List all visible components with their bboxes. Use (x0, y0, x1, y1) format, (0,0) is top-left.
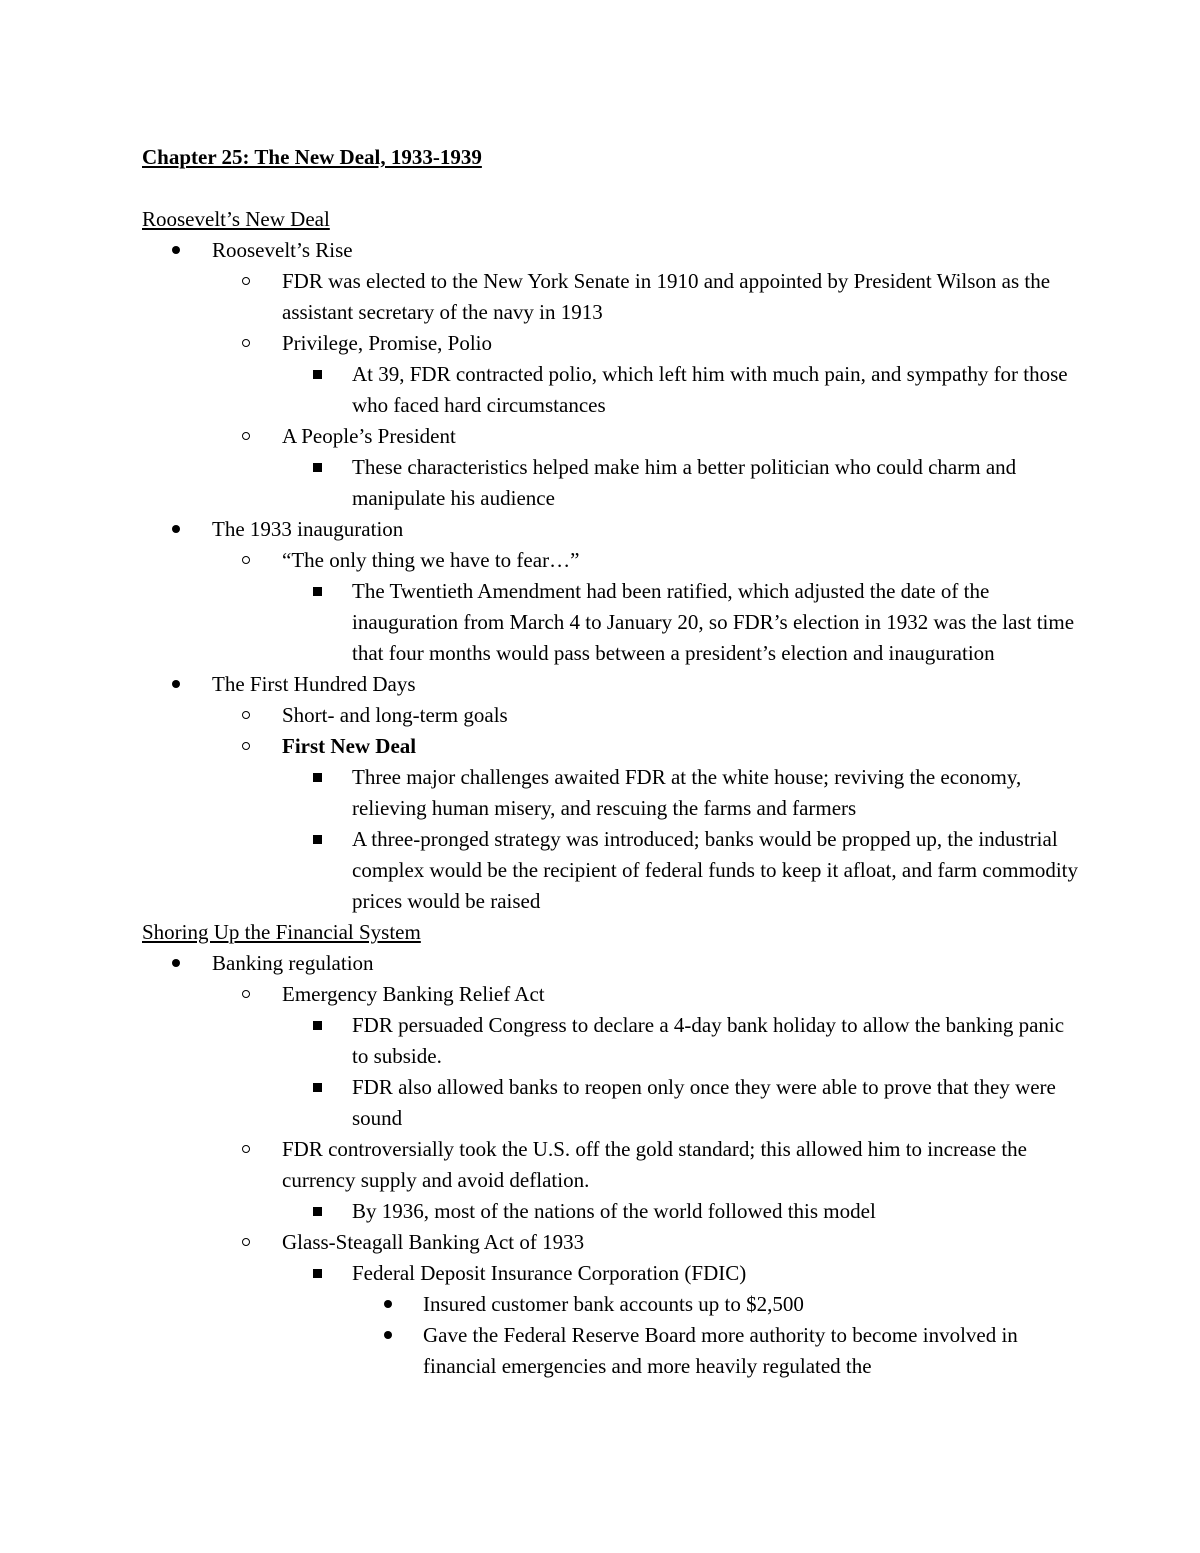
list-item (142, 359, 1082, 421)
blank-line (142, 173, 1082, 204)
bullet-disc-icon (378, 1289, 398, 1320)
document-body (142, 142, 1082, 1382)
list-item (142, 1289, 1082, 1320)
list-item-text: A People’s President (282, 424, 456, 448)
list-item (142, 452, 1082, 514)
bullet-circle-icon (236, 266, 256, 297)
list-item (142, 266, 1082, 328)
list-item-text: Emergency Banking Relief Act (282, 982, 545, 1006)
bullet-square-icon (307, 359, 327, 390)
list-item (142, 948, 1082, 979)
list-item-text: Short- and long-term goals (282, 703, 508, 727)
list-item (142, 235, 1082, 266)
bullet-circle-icon (236, 979, 256, 1010)
list-item (142, 979, 1082, 1010)
list-item-text: FDR was elected to the New York Senate in 1910 and appointed by President Wilson as the assistant secretary of the navy in 1913 (282, 269, 1051, 324)
bullet-square-icon (307, 1072, 327, 1103)
list-item (142, 700, 1082, 731)
chapter-title: Chapter 25: The New Deal, 1933-1939 (142, 145, 482, 169)
bullet-square-icon (307, 824, 327, 855)
bullet-square-icon (307, 1010, 327, 1041)
list-item (142, 1134, 1082, 1196)
list-item (142, 669, 1082, 700)
list-item-text: Insured customer bank accounts up to $2,500 (423, 1292, 804, 1316)
bullet-disc-icon (166, 948, 186, 979)
list-item-text: Privilege, Promise, Polio (282, 331, 492, 355)
bullet-circle-icon (236, 328, 256, 359)
section-heading: Roosevelt’s New Deal (142, 207, 330, 231)
list-item (142, 1010, 1082, 1072)
bullet-disc-icon (166, 669, 186, 700)
list-item-text: The 1933 inauguration (212, 517, 404, 541)
list-item-text: The First Hundred Days (212, 672, 416, 696)
list-item-text: These characteristics helped make him a better politician who could charm and manipulate his audience (352, 455, 1017, 510)
list-item-text: First New Deal (282, 734, 417, 758)
list-item-text: Banking regulation (212, 951, 374, 975)
bullet-square-icon (307, 1196, 327, 1227)
list-item (142, 824, 1082, 917)
bullet-circle-icon (236, 1227, 256, 1258)
bullet-square-icon (307, 576, 327, 607)
list-item (142, 1072, 1082, 1134)
list-item-text: The Twentieth Amendment had been ratified, which adjusted the date of the inauguration from March 4 to January 20, so FDR’s election in 1932 was the last time that four months would pass between a president’s election and inauguration (352, 579, 1075, 665)
list-item (142, 762, 1082, 824)
list-item-text: Glass-Steagall Banking Act of 1933 (282, 1230, 585, 1254)
bullet-square-icon (307, 1258, 327, 1289)
list-item (142, 1320, 1082, 1382)
list-item (142, 731, 1082, 762)
bullet-square-icon (307, 762, 327, 793)
list-item-text: FDR also allowed banks to reopen only once they were able to prove that they were sound (352, 1075, 1056, 1130)
list-item (142, 1196, 1082, 1227)
bullet-disc-icon (166, 235, 186, 266)
bullet-disc-icon (378, 1320, 398, 1351)
bullet-disc-icon (166, 514, 186, 545)
list-item-text: “The only thing we have to fear…” (282, 548, 580, 572)
list-item-text: Three major challenges awaited FDR at the white house; reviving the economy, relieving human misery, and rescuing the farms and farmers (352, 765, 1022, 820)
list-item (142, 1227, 1082, 1258)
list-item (142, 328, 1082, 359)
list-item (142, 576, 1082, 669)
bullet-circle-icon (236, 1134, 256, 1165)
list-item-text: A three-pronged strategy was introduced; banks would be propped up, the industrial complex would be the recipient of federal funds to keep it afloat, and farm commodity prices would be raised (352, 827, 1079, 913)
list-item (142, 545, 1082, 576)
list-item (142, 1258, 1082, 1289)
list-item-text: FDR persuaded Congress to declare a 4-day bank holiday to allow the banking panic to subside. (352, 1013, 1065, 1068)
list-item-text: FDR controversially took the U.S. off the gold standard; this allowed him to increase the currency supply and avoid deflation. (282, 1137, 1027, 1192)
list-item-text: Roosevelt’s Rise (212, 238, 353, 262)
list-item (142, 421, 1082, 452)
list-item (142, 514, 1082, 545)
section-heading: Shoring Up the Financial System (142, 920, 421, 944)
bullet-circle-icon (236, 700, 256, 731)
bullet-square-icon (307, 452, 327, 483)
bullet-circle-icon (236, 545, 256, 576)
list-item-text: At 39, FDR contracted polio, which left him with much pain, and sympathy for those who faced hard circumstances (352, 362, 1068, 417)
list-item-text: Federal Deposit Insurance Corporation (FDIC) (352, 1261, 747, 1285)
list-item-text: Gave the Federal Reserve Board more authority to become involved in financial emergencies and more heavily regulated the (423, 1323, 1018, 1378)
bullet-circle-icon (236, 731, 256, 762)
bullet-circle-icon (236, 421, 256, 452)
list-item-text: By 1936, most of the nations of the world followed this model (352, 1199, 876, 1223)
